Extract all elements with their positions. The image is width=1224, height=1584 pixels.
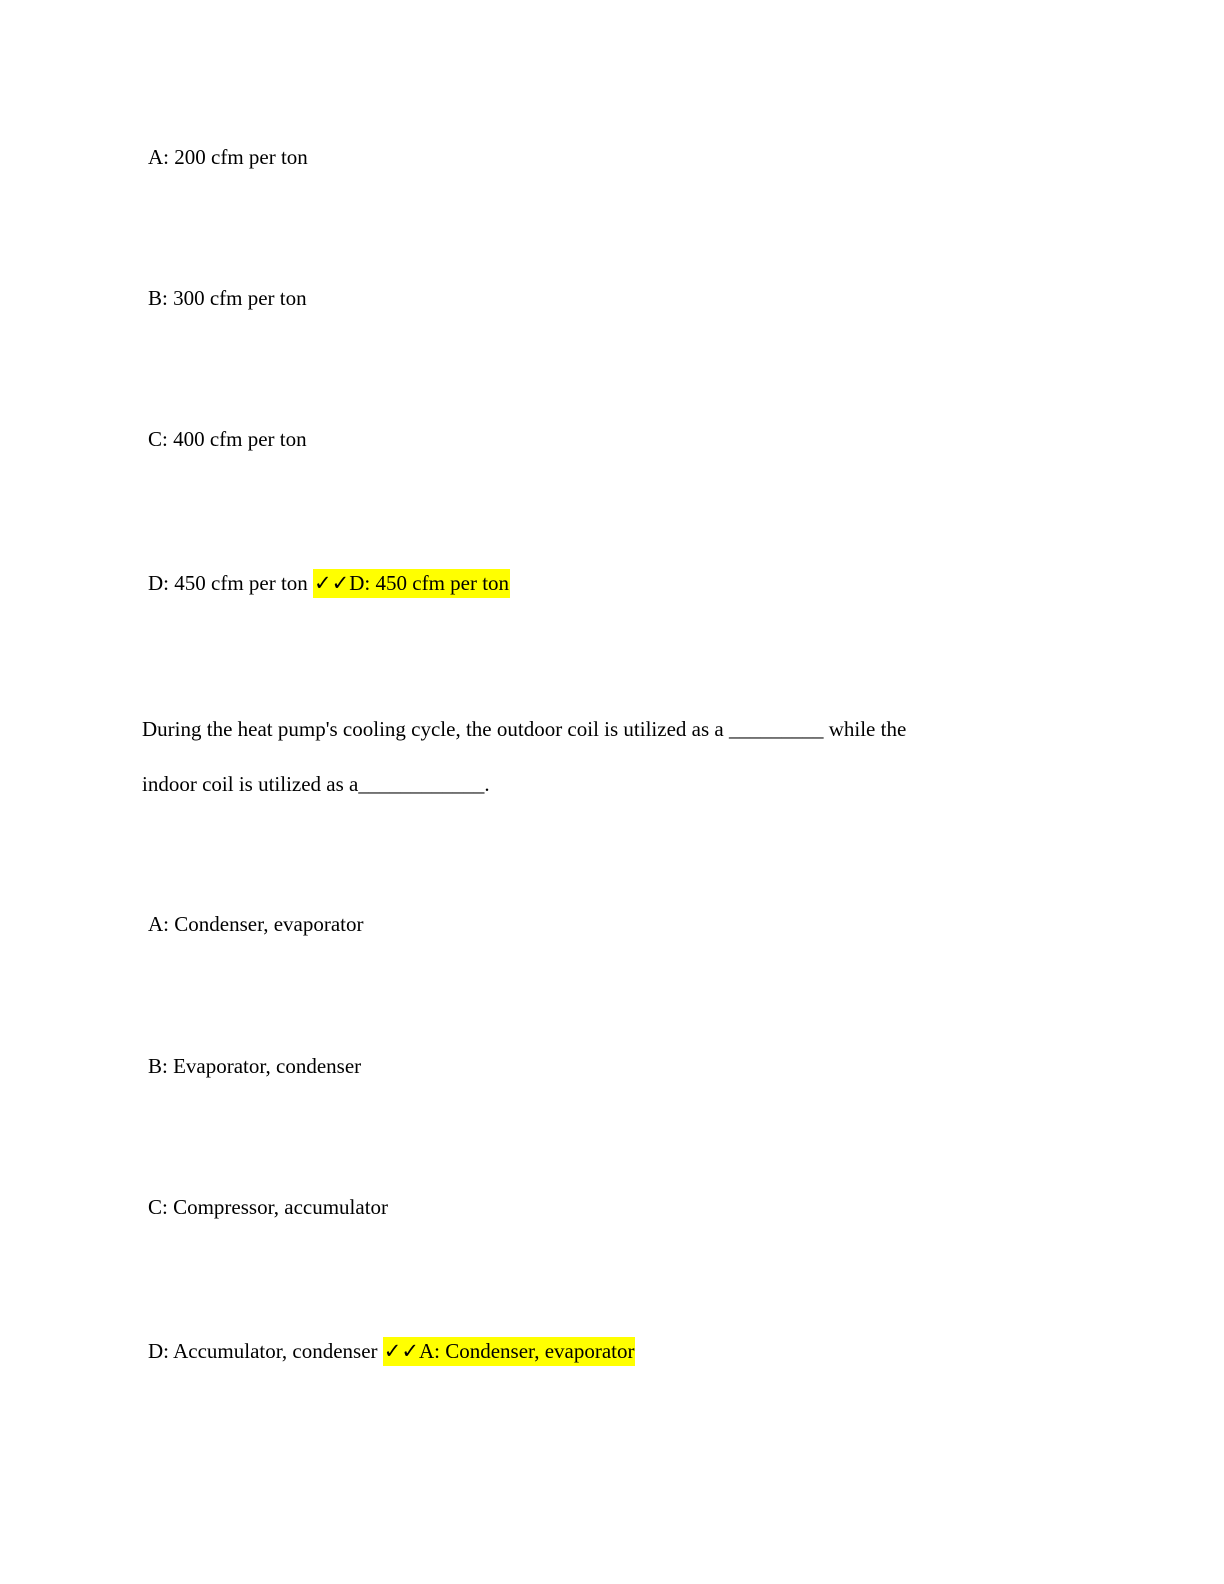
q2-stem-line1: During the heat pump's cooling cycle, the outdoor coil is utilized as a _________ while the	[142, 717, 907, 741]
double-check-icon: ✓✓	[383, 1339, 419, 1363]
q2-answer-text: A: Condenser, evaporator	[418, 1339, 635, 1363]
q2-option-d-line	[148, 1338, 635, 1364]
q2-option-c: C: Compressor, accumulator	[148, 1195, 389, 1219]
q2-stem-line2: indoor coil is utilized as a____________.	[142, 772, 490, 796]
q2-option-d: D: Accumulator, condenser	[148, 1339, 378, 1363]
q1-answer-highlight	[313, 569, 510, 598]
q1-option-d-line	[148, 570, 510, 596]
q1-option-d: D: 450 cfm per ton	[148, 571, 308, 595]
q2-option-a: A: Condenser, evaporator	[148, 912, 364, 936]
q2-option-b: B: Evaporator, condenser	[148, 1054, 362, 1078]
q1-option-a: A: 200 cfm per ton	[148, 145, 308, 169]
q2-answer-highlight	[383, 1337, 636, 1366]
q1-answer-text: D: 450 cfm per ton	[349, 571, 510, 595]
q1-option-b: B: 300 cfm per ton	[148, 286, 307, 310]
double-check-icon: ✓✓	[314, 571, 350, 595]
q1-option-c: C: 400 cfm per ton	[148, 427, 307, 451]
